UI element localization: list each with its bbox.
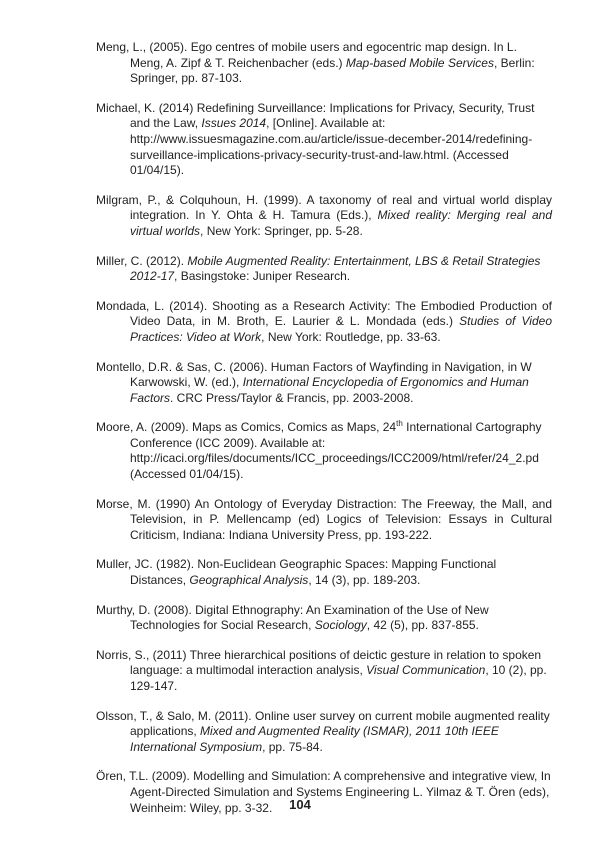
- reference-text: . CRC Press/Taylor & Francis, pp. 2003-2008.: [170, 390, 414, 405]
- reference-title: Sociology: [314, 618, 367, 633]
- reference-text: , New York: Routledge, pp. 33-63.: [261, 329, 441, 344]
- page-number: 104: [289, 797, 311, 812]
- reference-text: Miller, C. (2012).: [96, 253, 188, 268]
- reference-text: , [Online]. Available at: http://www.issuesmagazine.com.au/article/issue-december-2014/redefining-surveillance-implications-privacy-security-trust-and-law.html. (Accessed 01/04/15).: [130, 116, 533, 178]
- reference-text: Moore, A. (2009). Maps as Comics, Comics as Maps, 24: [96, 420, 397, 435]
- reference-text: Morse, M. (1990) An Ontology of Everyday Distraction: The Freeway, the Mall, and Television, in P. Mellencamp (ed) Logics of Television: Essays in Cultural Criticism, Indiana: Indiana University Press, pp. 193-222.: [96, 496, 552, 542]
- reference-text: Montello, D.R. & Sas, C. (2006). Human Factors of Wayfinding in Navigation, in W Karwowski, W. (ed.),: [96, 359, 532, 390]
- reference-entry: [96, 254, 552, 285]
- reference-title: International Encyclopedia of Ergonomics and Human Factors: [130, 375, 529, 405]
- reference-title: Visual Communication: [366, 663, 486, 678]
- reference-entry: [96, 557, 552, 588]
- reference-title: Mixed and Augmented Reality (ISMAR), 2011 10th IEEE International Symposium: [130, 724, 499, 754]
- reference-entry: [96, 497, 552, 544]
- reference-entry: [96, 101, 552, 179]
- reference-entry: [96, 603, 552, 634]
- reference-text: Norris, S., (2011) Three hierarchical positions of deictic gesture in relation to spoken language: a multimodal interaction analysis,: [96, 647, 542, 678]
- reference-text: Mondada, L. (2014). Shooting as a Research Activity: The Embodied Production of Video Data, in M. Broth, E. Laurier & L. Mondada (eds.): [96, 298, 552, 329]
- reference-text: , 10 (2), pp. 129-147.: [130, 663, 547, 693]
- reference-text: Michael, K. (2014) Redefining Surveillance: Implications for Privacy, Security, Trust and the Law,: [96, 100, 535, 131]
- reference-title: Geographical Analysis: [189, 573, 309, 588]
- reference-text: , Berlin: Springer, pp. 87-103.: [130, 55, 535, 86]
- reference-title: Map-based Mobile Services: [345, 55, 494, 70]
- reference-text: , New York: Springer, pp. 5-28.: [200, 223, 363, 238]
- reference-text: , Basingstoke: Juniper Research.: [174, 269, 351, 284]
- reference-entry: [96, 193, 552, 240]
- reference-text: International Cartography Conference (ICC 2009). Available at: http://icaci.org/files/documents/ICC_proceedings/ICC2009/html/refer/24_2.pd (Accessed 01/04/15).: [130, 420, 542, 482]
- reference-list: [96, 40, 552, 830]
- reference-text: , 42 (5), pp. 837-855.: [366, 618, 479, 633]
- reference-text: Olsson, T., & Salo, M. (2011). Online user survey on current mobile augmented reality applications,: [96, 708, 550, 739]
- reference-title: Mixed reality: Merging real and virtual worlds: [130, 208, 553, 238]
- reference-text: , pp. 75-84.: [262, 739, 323, 754]
- superscript: th: [396, 419, 403, 429]
- reference-title: Issues 2014: [201, 116, 267, 131]
- reference-text: Muller, JC. (1982). Non-Euclidean Geographic Spaces: Mapping Functional Distances,: [96, 557, 497, 588]
- reference-entry: [96, 40, 552, 87]
- reference-text: Ören, T.L. (2009). Modelling and Simulation: A comprehensive and integrative view, In Agent-Directed Simulation and Systems Engineering L. Yilmaz & T. Ören (eds), Weinheim: Wiley, pp. 3-32.: [96, 769, 551, 815]
- reference-text: Murthy, D. (2008). Digital Ethnography: An Examination of the Use of New Technologies for Social Research,: [96, 602, 489, 633]
- reference-title: Studies of Video Practices: Video at Work: [130, 314, 552, 344]
- reference-text: , 14 (3), pp. 189-203.: [308, 573, 421, 588]
- reference-entry: [96, 299, 552, 346]
- reference-entry: [96, 709, 552, 756]
- reference-entry: [96, 648, 552, 695]
- reference-entry: [96, 420, 552, 482]
- reference-text: Milgram, P., & Colquhoun, H. (1999). A taxonomy of real and virtual world display integration. In Y. Ohta & H. Tamura (Eds.),: [96, 192, 552, 223]
- reference-title: Mobile Augmented Reality: Entertainment, LBS & Retail Strategies 2012-17: [130, 253, 541, 284]
- reference-text: Meng, L., (2005). Ego centres of mobile users and egocentric map design. In L. Meng, A. Zipf & T. Reichenbacher (eds.): [96, 40, 517, 70]
- reference-entry: [96, 360, 552, 407]
